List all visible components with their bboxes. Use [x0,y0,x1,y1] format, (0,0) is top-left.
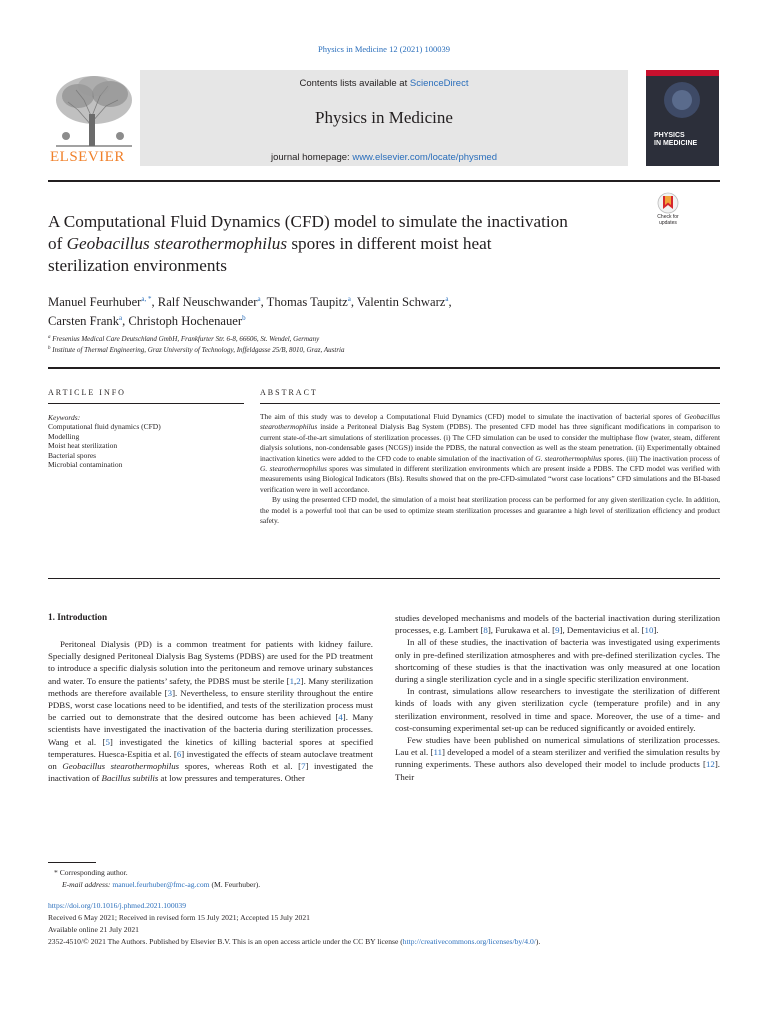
intro-paragraph [395,734,720,783]
license-line [48,937,728,946]
article-info-heading: ARTICLE INFO [48,388,126,397]
journal-banner [140,70,628,166]
citation-link[interactable]: 9 [555,625,560,636]
corr-text: Corresponding author. [57,868,128,877]
body-text: ] investigated the effects of steam autoclave treatment on [48,748,373,772]
body-text: , [294,675,297,686]
body-text: studies developed mechanisms and models of the bacterial inactivation during sterilization processes, e.g. Lambert [ [395,613,720,636]
body-text: ]. Nevertheless, to ensure sterility throughout the entire PDBS, worst case locations need to be identified, and tests of the sterilization process must be carried out to demonstrate that the desired outcome has been achieved [ [48,687,373,723]
footnote-rule [48,862,96,863]
elsevier-wordmark: ELSEVIER [50,149,125,165]
affiliation [48,335,319,343]
email-label: E-mail address: [62,880,113,889]
body-text: ], Dementavicius et al. [ [559,625,645,636]
contents-line [140,78,628,89]
author-sup[interactable]: a [347,295,351,303]
abstract-rule [260,403,720,404]
elsevier-logo [48,70,140,166]
abstract-text: inside a Peritoneal Dialysis Bag System (PDBS). The presented CFD model has three significant modifications in comparison to current state-of-the-art simulations of sterilization processes. (i) The CFD simulation can be used to consider the multiphase flow (water, steam, different dialysis solutions, non-condensable gases (NCGS)) inside the PDBS, the natural convection as well as the steam penetration. (ii) Experimentally obtained inactivation kinetics were added to the CFD code to enable simulation of the inactivation of [260,422,720,463]
doi-link[interactable]: https://doi.org/10.1016/j.phmed.2021.100039 [48,901,187,910]
body-text: Few studies have been published on numerical simulations of sterilization processes. Lau et al. [ [395,735,720,758]
intro-paragraph [48,638,373,784]
badge-label-line1: Check for [657,214,679,220]
corr-mark: * [54,868,58,877]
citation-link[interactable]: 11 [433,747,442,758]
contents-prefix: Contents lists available at [299,78,410,89]
online-date: Available online 21 July 2021 [48,925,139,934]
abstract-text: spores was simulated in different sterilization environments which are present inside a PDBS. The CFD model was verified with measurements using Biological Indicators (BIs). Results showed that on the pre-CFD-simulated “worst case locations” CFD simulations and the BI-based verification were in well accordance. [260,464,720,494]
cover-title [654,132,697,148]
body-text: ]. Many sterilization methods are therefore available [ [48,675,373,698]
title-line2-post: spores in different moist heat [287,234,492,253]
species-name: Bacillus subtilis [101,773,159,784]
check-for-updates-badge[interactable] [650,192,686,232]
badge-label-line2: updates [659,219,677,226]
body-text: Peritoneal Dialysis (PD) is a common treatment for patients with kidney failure. Specially designed Peritoneal Dialysis Bag Systems (PDBS) are used for the PD treatment to introduce a specific dialysis solution into the peritoneum and remove urinary substances and water. To ensure the patients’ safety, the PDBS must be sterile [ [48,639,373,686]
running-header[interactable]: Physics in Medicine 12 (2021) 100039 [318,44,450,54]
cover-title-line1: PHYSICS [654,132,685,139]
citation-link[interactable]: 12 [706,759,715,770]
received-dates: Received 6 May 2021; Received in revised form 15 July 2021; Accepted 15 July 2021 [48,913,310,922]
species-name: Geobacillus stearothermophilus [62,761,180,772]
cover-graphic-icon [646,70,719,130]
citation-link[interactable]: 5 [105,736,110,747]
intro-paragraph: In contrast, simulations allow researchers to investigate the sterilization of different kinds of loads with any given sterilization cycle (temperature profile) and in any sterilization environment, resolved in time and space. Moreover, the use of a time- and cost-consuming experimental set-up can be reduced significantly or avoided entirely. [395,686,720,733]
title-line1: A Computational Fluid Dynamics (CFD) model to simulate the inactivation [48,212,568,231]
body-text: ]. Their [395,759,720,782]
author-sep: , [350,295,357,309]
author-name: Thomas Taupitz [266,295,348,309]
body-text: at low pressures and temperatures. Other [158,773,305,784]
author-sep: , [260,295,267,309]
author-sep: , [122,314,129,328]
abstract-species: G. stearothermophilus [260,464,327,474]
author-name: Christoph Hochenauer [128,314,243,328]
author-sep: , [448,295,452,309]
article-title [48,211,638,277]
tree-logo-icon [48,70,140,148]
license-text: ). [535,937,541,946]
email-link[interactable]: manuel.feurhuber@fmc-ag.com [112,880,210,889]
bookmark-icon [650,192,686,214]
article-info-rule [48,403,244,404]
author-sup[interactable]: b [242,314,246,322]
affiliation-mark: a [48,335,51,340]
sciencedirect-link[interactable]: ScienceDirect [409,78,469,89]
citation-link[interactable]: 3 [167,687,173,698]
email-suffix: (M. Feurhuber). [209,880,261,889]
author-name: Manuel Feurhuber [48,295,142,309]
keyword: Moist heat sterilization [48,441,118,451]
citation-link[interactable]: 6 [176,748,182,759]
affiliation-text: Fresenius Medical Care Deutschland GmbH, Frankfurter Str. 6-8, 66606, St. Wendel, Germany [50,335,320,343]
title-line2 [48,233,638,255]
abstract-paragraph [260,412,720,495]
keyword: Computational fluid dynamics (CFD) [48,422,161,432]
abstract-species: G. stearothermophilus [535,453,602,463]
body-text: ] investigated the inactivation of [48,761,373,784]
license-link[interactable]: http://creativecommons.org/licenses/by/4.0/ [402,937,536,946]
journal-title: Physics in Medicine [315,108,453,127]
citation-link[interactable]: 2 [296,675,301,686]
abstract-text: spores. (iii) The inactivation process of [601,453,720,463]
affiliation-mark: b [48,346,51,351]
title-species: Geobacillus stearothermophilus [66,234,288,253]
body-text: ]. Many scientists have investigated the inactivation of the bacteria during sterilization processes. Wang et al. [ [48,712,373,747]
corresponding-author-note [54,868,128,877]
section-heading: 1. Introduction [48,612,108,622]
body-text: ] investigated the kinetics of killing bacterial spores at specified temperatures. Huesca-Espitia et al. [ [48,736,373,759]
author-list [48,293,608,331]
author-name: Valentin Schwarz [356,295,446,309]
journal-homepage [140,152,628,163]
keyword: Modelling [48,431,80,441]
abstract-body [260,412,720,526]
keyword: Bacterial spores [48,450,97,460]
affiliation-text: Institute of Thermal Engineering, Graz University of Technology, Inffeldgasse 25/B, 8010, Graz, Austria [50,346,345,354]
right-column [395,612,720,783]
abstract-heading: ABSTRACT [260,388,318,397]
cover-title-line2: IN MEDICINE [654,140,698,147]
keywords-block [48,413,161,469]
abstract-text: The aim of this study was to develop a Computational Fluid Dynamics (CFD) model to simulate the inactivation of bacterial spores of [260,412,685,421]
citation-link[interactable]: 8 [483,625,488,636]
author-name: Ralf Neuschwander [157,295,258,309]
info-rule [48,367,720,369]
body-text: ] developed a model of a steam sterilizer and verified the simulation results by running experiments. These authors also developed their model to include products [ [395,747,720,770]
author-sup[interactable]: a [445,295,449,303]
author-sep: , [151,295,158,309]
left-column [48,638,373,784]
license-text: 2352-4510/© 2021 The Authors. Published by Elsevier B.V. This is an open access article under the CC BY license ( [48,937,403,946]
homepage-prefix: journal homepage: [270,152,353,163]
abstract-bottom-rule [48,578,720,579]
citation-link[interactable]: 7 [301,761,306,772]
intro-paragraph [395,612,720,636]
badge-label [650,215,686,226]
homepage-link[interactable]: www.elsevier.com/locate/physmed [352,152,497,163]
author-sup[interactable]: a [119,314,123,322]
header-rule [48,180,720,182]
keyword: Microbial contamination [48,460,123,470]
keywords-label: Keywords: [48,413,81,422]
intro-paragraph: In all of these studies, the inactivation of bacteria was investigated using experiments only in pre-defined sterilization atmospheres and with pre-defined sterilization cycles. The shortcoming of these studies is that the inactivation was only measured at one location during a single sterilization cycle and in a single specific sterilization environment. [395,637,720,685]
author-name: Carsten Frank [48,314,119,328]
body-text: ]. [653,625,659,636]
body-text: ], Furukawa et al. [ [487,625,556,636]
title-line3: sterilization environments [48,256,227,275]
abstract-paragraph: By using the presented CFD model, the simulation of a moist heat sterilization process can be performed for any given sterilization cycle. In addition, the model is a powerful tool that can be used to optimize steam sterilization processes and guarantee a high level of sterilization efficiency and product safety. [260,495,720,526]
citation-link[interactable]: 10 [644,625,654,636]
citation-link[interactable]: 1 [289,675,294,686]
abstract-species: Geobacillus stearothermophilus [260,412,720,432]
citation-link[interactable]: 4 [338,712,343,723]
email-note [62,880,260,889]
title-line2-pre: of [48,234,67,253]
body-text: spores, whereas Roth et al. [ [179,761,302,772]
author-sup[interactable]: a, * [141,295,152,303]
author-sup[interactable]: a [257,295,261,303]
journal-cover[interactable] [646,70,719,166]
affiliation [48,346,345,354]
